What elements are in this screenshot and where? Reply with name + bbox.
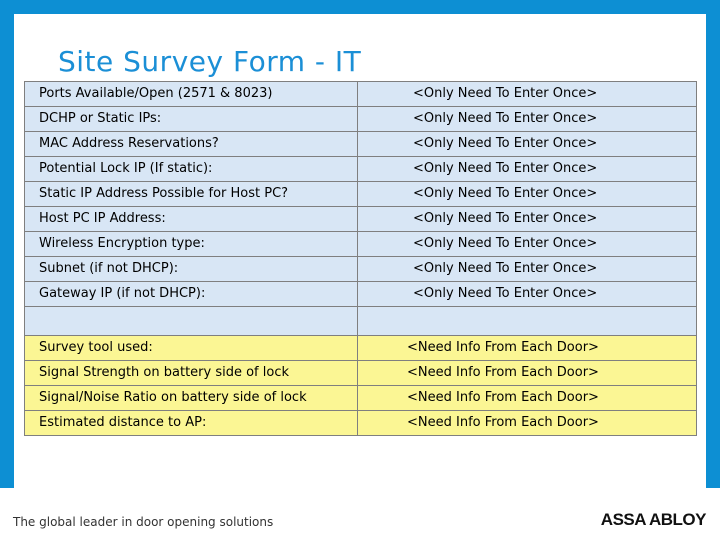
- separator-row: [25, 307, 697, 336]
- footer: [0, 488, 720, 540]
- field-value: <Only Need To Enter Once>: [358, 157, 697, 182]
- field-value: <Need Info From Each Door>: [358, 411, 697, 436]
- slide: [14, 14, 706, 488]
- table-row: [25, 82, 697, 107]
- table-row: [25, 182, 697, 207]
- field-label: Static IP Address Possible for Host PC?: [25, 182, 358, 207]
- field-label: Wireless Encryption type:: [25, 232, 358, 257]
- field-value: <Only Need To Enter Once>: [358, 282, 697, 307]
- table-row: [25, 282, 697, 307]
- field-label: Gateway IP (if not DHCP):: [25, 282, 358, 307]
- table-row: [25, 411, 697, 436]
- field-label: Ports Available/Open (2571 & 8023): [25, 82, 358, 107]
- table-row: [25, 132, 697, 157]
- field-label: Subnet (if not DHCP):: [25, 257, 358, 282]
- table-row: [25, 386, 697, 411]
- field-label: MAC Address Reservations?: [25, 132, 358, 157]
- field-label: Signal Strength on battery side of lock: [25, 361, 358, 386]
- field-value: <Only Need To Enter Once>: [358, 232, 697, 257]
- field-label: DCHP or Static IPs:: [25, 107, 358, 132]
- field-label: Host PC IP Address:: [25, 207, 358, 232]
- field-label: Survey tool used:: [25, 336, 358, 361]
- table-row: [25, 361, 697, 386]
- field-value: <Need Info From Each Door>: [358, 386, 697, 411]
- assa-abloy-logo: ASSA ABLOY: [600, 510, 706, 529]
- page-title: Site Survey Form - IT: [58, 45, 362, 78]
- table-row: [25, 107, 697, 132]
- field-value: <Need Info From Each Door>: [358, 361, 697, 386]
- field-value: <Only Need To Enter Once>: [358, 132, 697, 157]
- table-row: [25, 232, 697, 257]
- empty-cell: [25, 307, 358, 336]
- footer-tagline: The global leader in door opening solutions: [13, 515, 274, 529]
- field-value: <Only Need To Enter Once>: [358, 107, 697, 132]
- empty-cell: [358, 307, 697, 336]
- field-label: Estimated distance to AP:: [25, 411, 358, 436]
- field-label: Potential Lock IP (If static):: [25, 157, 358, 182]
- field-label: Signal/Noise Ratio on battery side of lock: [25, 386, 358, 411]
- table-row: [25, 336, 697, 361]
- field-value: <Only Need To Enter Once>: [358, 82, 697, 107]
- field-value: <Need Info From Each Door>: [358, 336, 697, 361]
- field-value: <Only Need To Enter Once>: [358, 182, 697, 207]
- survey-form-table: [24, 81, 697, 436]
- table-row: [25, 157, 697, 182]
- field-value: <Only Need To Enter Once>: [358, 257, 697, 282]
- table-row: [25, 207, 697, 232]
- field-value: <Only Need To Enter Once>: [358, 207, 697, 232]
- table-row: [25, 257, 697, 282]
